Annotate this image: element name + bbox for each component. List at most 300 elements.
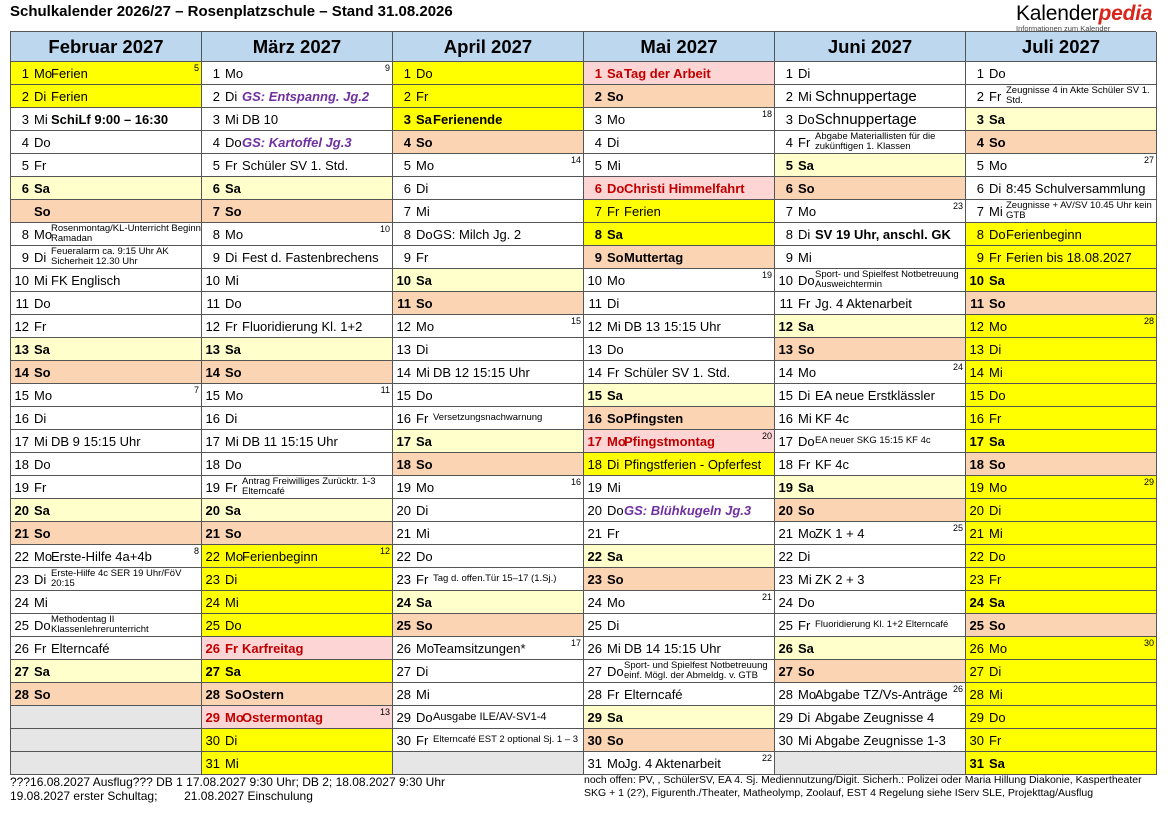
weekday: Di: [225, 732, 238, 748]
day-cell[interactable]: [393, 706, 584, 729]
day-cell[interactable]: [584, 499, 775, 522]
weekday: Mi: [225, 755, 239, 771]
day-number: 21: [14, 525, 29, 541]
day-cell[interactable]: [775, 269, 966, 292]
weekday: So: [798, 663, 815, 679]
day-number: 10: [587, 272, 602, 288]
day-cell[interactable]: [584, 407, 775, 430]
day-cell[interactable]: [11, 62, 202, 85]
weekday: Fr: [225, 479, 238, 495]
day-cell[interactable]: [584, 292, 775, 315]
day-cell[interactable]: [584, 683, 775, 706]
day-cell[interactable]: [775, 338, 966, 361]
day-cell[interactable]: [775, 62, 966, 85]
weekday: So: [34, 203, 51, 219]
day-cell[interactable]: [393, 430, 584, 453]
day-number: 25: [396, 617, 411, 633]
day-number: 26: [587, 640, 602, 656]
day-cell[interactable]: [966, 200, 1157, 223]
day-cell[interactable]: [584, 131, 775, 154]
day-cell[interactable]: [202, 338, 393, 361]
month-column: [775, 32, 966, 775]
logo-brand-plain: Kalender: [1016, 3, 1099, 25]
day-number: 24: [396, 594, 411, 610]
day-cell[interactable]: [11, 338, 202, 361]
day-number: 15: [969, 387, 984, 403]
day-number: 28: [778, 686, 793, 702]
day-cell[interactable]: [966, 384, 1157, 407]
day-cell[interactable]: [393, 177, 584, 200]
day-cell[interactable]: [202, 361, 393, 384]
day-cell[interactable]: [393, 62, 584, 85]
day-cell[interactable]: [11, 545, 202, 568]
day-number: 11: [397, 295, 411, 311]
day-cell[interactable]: [202, 729, 393, 752]
week-number: 20: [761, 431, 772, 441]
day-number: 26: [969, 640, 984, 656]
day-cell[interactable]: [966, 522, 1157, 545]
day-cell[interactable]: [202, 706, 393, 729]
day-number: 10: [969, 272, 984, 288]
day-cell[interactable]: [202, 591, 393, 614]
day-cell[interactable]: [11, 200, 202, 223]
day-event: Abgabe Zeugnisse 4: [815, 709, 935, 725]
day-cell[interactable]: [202, 430, 393, 453]
day-event: Ferien bis 18.08.2027: [1006, 249, 1132, 265]
day-cell[interactable]: [966, 591, 1157, 614]
day-cell[interactable]: [11, 315, 202, 338]
weekday: Di: [416, 663, 429, 679]
day-cell[interactable]: [393, 154, 584, 177]
day-number: 22: [778, 548, 793, 564]
day-cell[interactable]: [775, 108, 966, 131]
day-number: 29: [969, 709, 984, 725]
day-number: 12: [205, 318, 220, 334]
day-number: 8: [594, 226, 602, 242]
day-number: 10: [14, 272, 29, 288]
day-cell[interactable]: [966, 177, 1157, 200]
day-cell[interactable]: [966, 752, 1157, 775]
day-cell[interactable]: [393, 683, 584, 706]
day-cell[interactable]: [202, 292, 393, 315]
day-cell[interactable]: [775, 361, 966, 384]
weekday: Mo: [798, 203, 817, 219]
day-cell[interactable]: [393, 637, 584, 660]
day-cell[interactable]: [584, 706, 775, 729]
day-cell[interactable]: [393, 315, 584, 338]
day-number: 9: [212, 249, 220, 265]
day-cell[interactable]: [966, 269, 1157, 292]
day-number: 11: [779, 295, 793, 311]
day-cell[interactable]: [966, 62, 1157, 85]
day-cell[interactable]: [202, 637, 393, 660]
day-cell[interactable]: [393, 407, 584, 430]
day-cell[interactable]: [966, 315, 1157, 338]
day-cell[interactable]: [202, 752, 393, 775]
day-cell[interactable]: [966, 154, 1157, 177]
day-cell[interactable]: [584, 591, 775, 614]
day-number: 20: [587, 502, 602, 518]
day-number: 2: [785, 88, 793, 104]
day-number: 30: [778, 732, 793, 748]
day-number: 9: [594, 249, 602, 265]
day-cell[interactable]: [966, 660, 1157, 683]
day-cell[interactable]: [393, 361, 584, 384]
day-number: 9: [21, 249, 29, 265]
day-cell[interactable]: [11, 108, 202, 131]
day-cell[interactable]: [584, 453, 775, 476]
day-cell[interactable]: [11, 223, 202, 246]
day-cell[interactable]: [584, 338, 775, 361]
day-cell[interactable]: [202, 384, 393, 407]
day-cell[interactable]: [11, 131, 202, 154]
day-cell[interactable]: [393, 591, 584, 614]
day-cell[interactable]: [202, 223, 393, 246]
day-cell[interactable]: [584, 752, 775, 775]
day-cell[interactable]: [775, 292, 966, 315]
day-cell[interactable]: [966, 453, 1157, 476]
day-cell[interactable]: [775, 568, 966, 591]
weekday: So: [607, 571, 624, 587]
day-cell[interactable]: [584, 315, 775, 338]
weekday: Mi: [798, 88, 812, 104]
day-cell[interactable]: [584, 361, 775, 384]
weekday: Mi: [416, 686, 430, 702]
day-cell[interactable]: [966, 292, 1157, 315]
day-cell[interactable]: [775, 407, 966, 430]
day-cell[interactable]: [775, 614, 966, 637]
weekday: Mo: [989, 157, 1008, 173]
day-cell[interactable]: [775, 522, 966, 545]
day-cell[interactable]: [775, 430, 966, 453]
weekday: Do: [34, 456, 51, 472]
day-cell[interactable]: [966, 568, 1157, 591]
day-cell[interactable]: [966, 499, 1157, 522]
day-cell[interactable]: [775, 729, 966, 752]
weekday: Mo: [798, 364, 817, 380]
day-number: 10: [778, 272, 793, 288]
day-cell[interactable]: [393, 499, 584, 522]
day-cell[interactable]: [11, 407, 202, 430]
day-cell[interactable]: [966, 637, 1157, 660]
weekday: Mi: [989, 525, 1003, 541]
day-cell[interactable]: [393, 200, 584, 223]
day-cell[interactable]: [584, 62, 775, 85]
weekday: Sa: [607, 548, 623, 564]
weekday: Sa: [607, 65, 623, 81]
day-cell[interactable]: [202, 315, 393, 338]
day-cell[interactable]: [11, 683, 202, 706]
kalenderpedia-logo[interactable]: [1016, 3, 1166, 31]
weekday: Sa: [34, 663, 50, 679]
day-cell[interactable]: [11, 522, 202, 545]
day-cell[interactable]: [202, 269, 393, 292]
day-event: DB 13 15:15 Uhr: [624, 318, 721, 334]
day-number: 27: [205, 663, 220, 679]
day-cell[interactable]: [11, 361, 202, 384]
day-cell[interactable]: [393, 246, 584, 269]
day-cell[interactable]: [966, 430, 1157, 453]
day-cell[interactable]: [393, 522, 584, 545]
day-cell[interactable]: [11, 246, 202, 269]
weekday: Di: [798, 709, 811, 725]
day-cell[interactable]: [966, 614, 1157, 637]
weekday: So: [989, 134, 1006, 150]
day-cell[interactable]: [202, 545, 393, 568]
day-cell[interactable]: [11, 177, 202, 200]
day-cell[interactable]: [775, 85, 966, 108]
weekday: So: [798, 341, 815, 357]
day-cell[interactable]: [584, 246, 775, 269]
day-number: 30: [969, 732, 984, 748]
day-cell[interactable]: [775, 545, 966, 568]
day-cell[interactable]: [393, 292, 584, 315]
day-cell[interactable]: [202, 614, 393, 637]
day-cell[interactable]: [202, 200, 393, 223]
day-cell[interactable]: [393, 614, 584, 637]
day-number: 6: [785, 180, 793, 196]
day-cell[interactable]: [584, 384, 775, 407]
weekday: Sa: [34, 502, 50, 518]
day-cell[interactable]: [202, 154, 393, 177]
day-number: 1: [976, 65, 984, 81]
weekday: Fr: [416, 410, 429, 426]
weekday: Di: [225, 571, 238, 587]
day-cell[interactable]: [11, 637, 202, 660]
day-cell[interactable]: [966, 545, 1157, 568]
day-cell[interactable]: [393, 223, 584, 246]
day-cell[interactable]: [966, 246, 1157, 269]
weekday: Do: [989, 709, 1006, 725]
day-cell[interactable]: [584, 200, 775, 223]
day-cell[interactable]: [202, 568, 393, 591]
weekday: Di: [416, 502, 429, 518]
week-number: 26: [952, 684, 963, 694]
day-cell[interactable]: [584, 729, 775, 752]
day-cell[interactable]: [202, 660, 393, 683]
day-cell[interactable]: [966, 223, 1157, 246]
day-cell[interactable]: [202, 131, 393, 154]
day-number: 27: [396, 663, 411, 679]
day-number: 18: [396, 456, 411, 472]
day-cell[interactable]: [202, 453, 393, 476]
day-number: 30: [205, 732, 220, 748]
week-number: 15: [570, 316, 581, 326]
day-number: 18: [587, 456, 602, 472]
day-cell[interactable]: [966, 407, 1157, 430]
weekday: So: [607, 732, 624, 748]
day-cell[interactable]: [393, 338, 584, 361]
day-cell[interactable]: [393, 85, 584, 108]
day-cell[interactable]: [775, 177, 966, 200]
day-cell[interactable]: [393, 131, 584, 154]
week-number: 21: [761, 592, 772, 602]
day-cell[interactable]: [393, 269, 584, 292]
weekday: Sa: [798, 318, 814, 334]
day-cell[interactable]: [584, 522, 775, 545]
weekday: Fr: [798, 617, 811, 633]
day-number: 22: [14, 548, 29, 564]
day-cell[interactable]: [775, 637, 966, 660]
day-number: 12: [396, 318, 411, 334]
week-number: 30: [1143, 638, 1154, 648]
weekday: Di: [225, 88, 238, 104]
weekday: Mo: [989, 640, 1008, 656]
weekday: Mo: [416, 157, 435, 173]
day-cell[interactable]: [11, 499, 202, 522]
day-cell[interactable]: [966, 476, 1157, 499]
day-cell[interactable]: [584, 430, 775, 453]
day-cell[interactable]: [966, 85, 1157, 108]
day-cell[interactable]: [775, 384, 966, 407]
day-cell[interactable]: [584, 476, 775, 499]
day-number: 14: [969, 364, 984, 380]
day-cell[interactable]: [966, 131, 1157, 154]
day-cell[interactable]: [775, 683, 966, 706]
day-cell[interactable]: [11, 568, 202, 591]
day-cell[interactable]: [775, 154, 966, 177]
day-cell[interactable]: [202, 407, 393, 430]
day-cell[interactable]: [11, 476, 202, 499]
day-cell[interactable]: [393, 729, 584, 752]
month-header: April 2027: [393, 32, 584, 62]
weekday: Mi: [34, 433, 48, 449]
day-cell[interactable]: [775, 706, 966, 729]
day-number: 10: [396, 272, 411, 288]
day-number: 27: [969, 663, 984, 679]
day-cell[interactable]: [584, 85, 775, 108]
day-cell[interactable]: [11, 85, 202, 108]
empty-day-cell: [11, 706, 202, 729]
day-cell[interactable]: [11, 154, 202, 177]
day-cell[interactable]: [11, 269, 202, 292]
weekday: Mi: [798, 732, 812, 748]
day-cell[interactable]: [966, 338, 1157, 361]
day-cell[interactable]: [584, 223, 775, 246]
day-cell[interactable]: [11, 430, 202, 453]
day-cell[interactable]: [775, 476, 966, 499]
day-cell[interactable]: [202, 246, 393, 269]
day-cell[interactable]: [393, 108, 584, 131]
day-number: 24: [969, 594, 984, 610]
week-number: 11: [380, 385, 390, 395]
week-number: 14: [570, 155, 581, 165]
day-cell[interactable]: [584, 660, 775, 683]
day-number: 31: [205, 755, 220, 771]
day-number: 23: [778, 571, 793, 587]
day-cell[interactable]: [11, 384, 202, 407]
day-cell[interactable]: [966, 706, 1157, 729]
day-number: 27: [778, 663, 793, 679]
day-cell[interactable]: [393, 476, 584, 499]
day-number: 31: [969, 755, 984, 771]
day-cell[interactable]: [584, 545, 775, 568]
day-cell[interactable]: [393, 384, 584, 407]
weekday: Fr: [34, 318, 47, 334]
weekday: Do: [798, 433, 815, 449]
day-cell[interactable]: [11, 591, 202, 614]
weekday: Di: [34, 88, 47, 104]
day-number: 24: [778, 594, 793, 610]
month-column: [393, 32, 584, 775]
weekday: Sa: [798, 479, 814, 495]
day-number: 9: [785, 249, 793, 265]
day-number: 19: [396, 479, 411, 495]
footer-left-line-1: ???16.08.2027 Ausflug??? DB 1 17.08.2027 9:30 Uhr; DB 2; 18.08.2027 9:30 Uhr: [10, 775, 445, 789]
weekday: Sa: [607, 709, 623, 725]
day-number: 14: [205, 364, 220, 380]
day-cell[interactable]: [393, 660, 584, 683]
day-cell[interactable]: [584, 154, 775, 177]
weekday: Mo: [416, 318, 435, 334]
day-cell[interactable]: [11, 614, 202, 637]
day-cell[interactable]: [775, 200, 966, 223]
day-cell[interactable]: [393, 568, 584, 591]
day-cell[interactable]: [393, 453, 584, 476]
weekday: Sa: [225, 341, 241, 357]
day-cell[interactable]: [775, 246, 966, 269]
day-event: Schüler SV 1. Std.: [242, 157, 349, 173]
day-cell[interactable]: [775, 499, 966, 522]
day-cell[interactable]: [584, 568, 775, 591]
day-event: Tag d. offen.Tür 15–17 (1.Sj.): [433, 574, 557, 584]
day-cell[interactable]: [202, 85, 393, 108]
day-cell[interactable]: [584, 637, 775, 660]
day-cell[interactable]: [775, 223, 966, 246]
day-event: Schnuppertage: [815, 110, 917, 128]
day-cell[interactable]: [11, 453, 202, 476]
day-number: 3: [21, 111, 29, 127]
day-event: 8:45 Schulversammlung: [1006, 180, 1146, 196]
day-event: Methodentag II Klassenlehrerunterricht: [51, 615, 149, 635]
day-cell[interactable]: [966, 729, 1157, 752]
day-number: 13: [969, 341, 984, 357]
day-cell[interactable]: [584, 614, 775, 637]
day-number: 11: [15, 295, 29, 311]
day-cell[interactable]: [202, 108, 393, 131]
day-number: 13: [778, 341, 793, 357]
day-cell[interactable]: [966, 108, 1157, 131]
day-cell[interactable]: [11, 292, 202, 315]
day-event: Jg. 4 Aktenarbeit: [624, 755, 721, 771]
day-cell[interactable]: [202, 683, 393, 706]
day-number: 15: [778, 387, 793, 403]
day-number: 5: [212, 157, 220, 173]
weekday: Mi: [225, 111, 239, 127]
day-cell[interactable]: [775, 453, 966, 476]
day-cell[interactable]: [966, 683, 1157, 706]
day-cell[interactable]: [584, 177, 775, 200]
day-cell[interactable]: [775, 315, 966, 338]
day-cell[interactable]: [202, 177, 393, 200]
weekday: Mo: [798, 525, 817, 541]
day-cell[interactable]: [202, 499, 393, 522]
day-cell[interactable]: [775, 131, 966, 154]
day-cell[interactable]: [584, 269, 775, 292]
day-cell[interactable]: [202, 62, 393, 85]
weekday: Di: [798, 387, 811, 403]
day-cell[interactable]: [775, 660, 966, 683]
day-cell[interactable]: [11, 660, 202, 683]
day-cell[interactable]: [202, 476, 393, 499]
day-cell[interactable]: [393, 545, 584, 568]
day-cell[interactable]: [202, 522, 393, 545]
day-cell[interactable]: [966, 361, 1157, 384]
day-number: 13: [396, 341, 411, 357]
weekday: Mi: [416, 364, 430, 380]
day-cell[interactable]: [584, 108, 775, 131]
day-cell[interactable]: [775, 591, 966, 614]
